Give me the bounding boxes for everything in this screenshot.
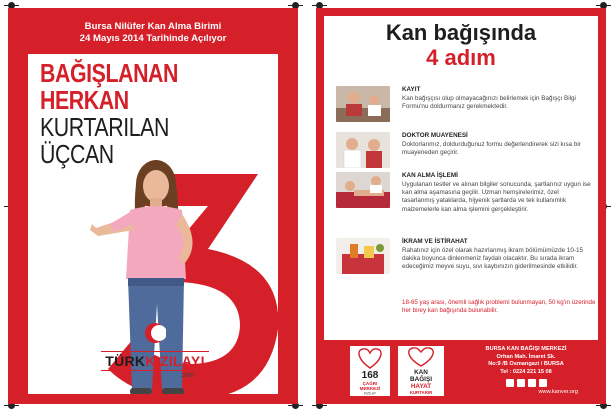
kan-bagisi-hayat-kurtarir-logo xyxy=(398,346,444,396)
step-registration-text xyxy=(402,86,592,111)
logo168-line-1: ÇAĞRI xyxy=(362,381,378,386)
kizilay-text-right: KIZILAYI xyxy=(145,353,205,369)
refreshment-photo xyxy=(336,238,390,274)
turk-kizilayi-logo xyxy=(90,322,220,392)
brochure-back-panel xyxy=(316,8,606,404)
step-description: Kan bağışçısı olup olmayacağınızı belirlemek için Bağışçı Bilgi Formu'nu doldurmanız gerekmektedir. xyxy=(402,95,576,111)
step-heading: KAN ALMA İŞLEMİ xyxy=(402,172,458,179)
contact-title: BURSA KAN BAĞIŞI MERKEZİ xyxy=(485,346,567,352)
step-description: Uygulanan testler ve alınan bilgiler sonucunda, şartlarınız uygun ise kan alma aşamasına geçilir. Uzman hemşirelerimiz, özel tasarlanmış yataklarda, hijyenik şartlarda ve tek kullanımlık malzemelerle kan alma işlemini gerçekleştirir. xyxy=(402,181,591,213)
logokan-line-2: BAĞIŞI xyxy=(409,376,433,383)
logokan-line-1: KAN xyxy=(414,369,428,376)
step-description: Doktorlarımız, doldurduğunuz formu değerlendirerek sizi kısa bir muayeneden geçirir. xyxy=(402,141,581,157)
step-blood-draw-text xyxy=(402,172,592,214)
steps-title-line-1: Kan bağışında xyxy=(385,20,537,45)
slogan-line-1: BAĞIŞLANAN xyxy=(40,58,179,88)
kizilay-text-left: TÜRK xyxy=(105,353,146,369)
youtube-icon[interactable] xyxy=(539,379,547,387)
steps-title-line-2: 4 adım xyxy=(426,45,496,70)
step-heading: DOKTOR MUAYENESİ xyxy=(402,132,468,139)
announcement-line-2: 24 Mayıs 2014 Tarihinde Açılıyor xyxy=(79,33,227,44)
logo168-number: 168 xyxy=(361,370,379,381)
crescent-icon xyxy=(144,322,166,344)
contact-info xyxy=(456,346,596,397)
registration-photo xyxy=(336,86,390,122)
announcement-header xyxy=(16,14,290,54)
foursquare-icon[interactable] xyxy=(528,379,536,387)
step-refreshment-rest-text xyxy=(402,238,592,272)
call-center-168-logo xyxy=(350,346,390,396)
brochure-front-panel xyxy=(8,8,298,404)
slogan-line-4: ÜÇCAN xyxy=(40,139,114,169)
step-description: Rahatınız için özel olarak hazırlanmış ikram bölümümüzde 10-15 dakika boyunca dinlenmeniz faydalı olacaktır. Bu sırada ikram edeceğimiz meyve suyu, sıvı kaybınızın giderilmesinde etkilidir. xyxy=(402,247,583,271)
facebook-icon[interactable] xyxy=(506,379,514,387)
step-heading: KAYIT xyxy=(402,86,421,93)
announcement-line-1: Bursa Nilüfer Kan Alma Birimi xyxy=(84,21,222,32)
kizilay-wordmark xyxy=(101,351,209,371)
twitter-icon[interactable] xyxy=(517,379,525,387)
step-doctor-exam-text xyxy=(402,132,592,157)
logokan-line-3: HAYAT xyxy=(410,383,432,390)
eligibility-note: 18-65 yaş arası, önemli sağlık problemi bulunmayan, 50 kg'ın üzerinde her birey kan bağışında bulunabilir. xyxy=(402,299,596,314)
doctor-exam-photo xyxy=(336,132,390,168)
logokan-line-4: KURTARIR xyxy=(409,390,433,395)
contact-address-line-2: No:9 /B Osmangazi / BURSA xyxy=(488,361,564,368)
slogan-line-2: HERKAN xyxy=(40,85,129,115)
logo168-line-3: KIZILAY xyxy=(363,391,377,396)
steps-content-area xyxy=(324,16,598,340)
contact-footer xyxy=(324,340,598,398)
logo168-line-2: MERKEZİ xyxy=(359,386,381,391)
website-link[interactable]: www.kanver.org xyxy=(538,389,578,396)
social-icons xyxy=(456,379,596,387)
steps-title xyxy=(324,20,598,70)
blood-draw-photo xyxy=(336,172,390,208)
contact-address-line-1: Orhan Mah. İmaret Sk. xyxy=(496,353,556,360)
kizilay-year: 1868 xyxy=(180,373,194,379)
front-content-area xyxy=(28,54,278,394)
contact-phone: Tel : 0224 221 15 08 xyxy=(500,368,552,375)
step-heading: İKRAM VE İSTİRAHAT xyxy=(402,238,468,245)
slogan-line-3: KURTARILAN xyxy=(40,112,169,142)
